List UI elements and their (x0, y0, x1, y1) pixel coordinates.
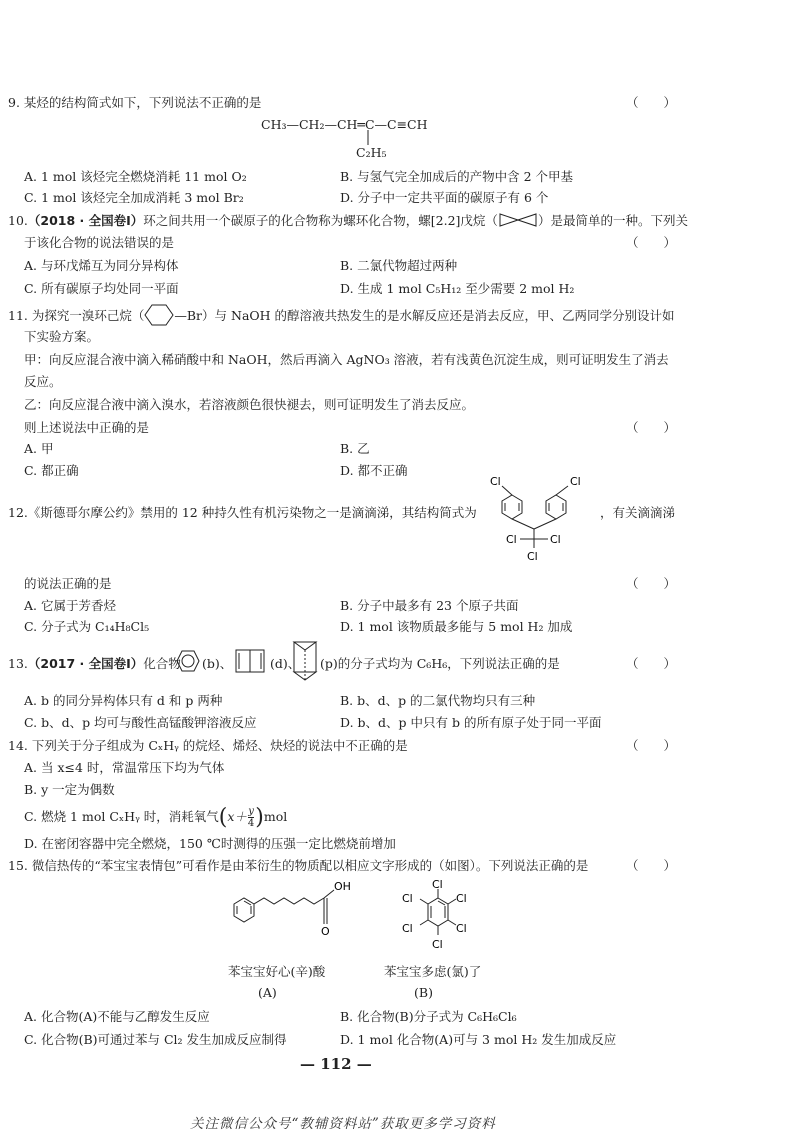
ddt-cl-2: Cl (570, 475, 581, 488)
compound-a-o: O (321, 925, 330, 938)
q12-stem-b: ，有关滴滴涕 (600, 505, 676, 520)
q9-stem: 9. 某烃的结构简式如下，下列说法不正确的是 (8, 95, 262, 110)
q9-branch-bond (363, 130, 373, 146)
q13-label-b: (b)、 (202, 656, 233, 671)
q13-label-p: (p) (320, 656, 338, 671)
q9-option-b: B. 与氢气完全加成后的产物中含 2 个甲基 (340, 169, 574, 184)
q13-option-b: B. b、d、p 的二氯代物均只有三种 (340, 693, 536, 708)
q15-option-c: C. 化合物(B)可通过苯与 Cl₂ 发生加成反应制得 (24, 1032, 287, 1047)
q11-jia-2: 反应。 (24, 374, 62, 389)
q11-stem (8, 304, 675, 326)
ddt-cl-5: Cl (527, 550, 538, 563)
q13-stem-b: 的分子式均为 C₆H₆，下列说法正确的是 (337, 656, 560, 671)
q14-c-denominator: 4 (247, 818, 255, 829)
q13-option-a: A. b 的同分异构体只有 d 和 p 两种 (24, 693, 223, 708)
q11-jia-1: 甲：向反应混合液中滴入稀硝酸中和 NaOH，然后再滴入 AgNO₃ 溶液，若有浅黄色沉淀生成，则可证明发生了消去 (24, 352, 669, 367)
q11-answer-paren: （ ） (626, 420, 677, 435)
q13-stem-a: 化合物 (143, 656, 181, 671)
q15-option-d: D. 1 mol 化合物(A)可与 3 mol H₂ 发生加成反应 (340, 1032, 617, 1047)
q11-option-b: B. 乙 (340, 441, 370, 456)
q14-c-pre: C. 燃烧 1 mol CₓHᵧ 时，消耗氧气 (24, 809, 219, 824)
q15-option-a: A. 化合物(A)不能与乙醇发生反应 (24, 1009, 210, 1024)
page-number: — 112 — (300, 1055, 372, 1073)
q9-option-d: D. 分子中一定共平面的碳原子有 6 个 (340, 190, 549, 205)
q12-option-c: C. 分子式为 C₁₄H₈Cl₅ (24, 619, 150, 634)
q14-option-b: B. y 一定为偶数 (24, 782, 115, 797)
q11-br: —Br (174, 308, 203, 323)
q12-option-a: A. 它属于芳香烃 (24, 598, 116, 613)
q10-option-d: D. 生成 1 mol C₅H₁₂ 至少需要 2 mol H₂ (340, 281, 575, 296)
q9-formula (261, 117, 428, 132)
q11-option-a: A. 甲 (24, 441, 54, 456)
q14-stem: 14. 下列关于分子组成为 CₓHᵧ 的烷烃、烯烃、炔烃的说法中不正确的是 (8, 738, 408, 753)
q15-caption-a: 苯宝宝好心(辛)酸 (228, 964, 326, 979)
q12-answer-paren: （ ） (626, 576, 677, 591)
q13-answer-paren: （ ） (626, 656, 677, 671)
ddt-structure (472, 475, 598, 575)
q14-c-x: x＋ (227, 809, 247, 824)
q10-tag: （2018 · 全国卷Ⅰ） (27, 213, 144, 228)
q10-stem-b: ）是最简单的一种。下列关 (537, 213, 688, 228)
q13-tag: （2017 · 全国卷Ⅰ） (27, 656, 144, 671)
q9-answer-paren: （ ） (626, 95, 677, 110)
q15-caption-b: 苯宝宝多虑(氯)了 (384, 964, 482, 979)
q14-option-a: A. 当 x≤4 时，常温常压下均为气体 (24, 760, 225, 775)
q15-answer-paren: （ ） (626, 858, 677, 873)
q12-stem-line2: 的说法正确的是 (24, 576, 112, 591)
compound-b-cl-5: Cl (402, 892, 413, 905)
cyclohexane-ring (144, 304, 174, 326)
ddt-cl-4: Cl (550, 533, 561, 546)
q9-option-c: C. 1 mol 该烃完全加成消耗 3 mol Br₂ (24, 190, 244, 205)
q14-option-d: D. 在密闭容器中完全燃烧，150 ℃时测得的压强一定比燃烧前增加 (24, 836, 396, 851)
compound-a-structure (222, 878, 362, 938)
q10-stem-line2: 于该化合物的说法错误的是 (24, 235, 175, 250)
q11-option-c: C. 都正确 (24, 463, 79, 478)
compound-b-cl-2: Cl (432, 938, 443, 951)
q14-option-c: C. 燃烧 1 mol CₓHᵧ 时，消耗氧气(x＋ $\frac{y}{4}$ )mol (24, 805, 288, 830)
q11-yi: 乙：向反应混合液中滴入溴水，若溶液颜色很快褪去，则可证明发生了消去反应。 (24, 397, 475, 412)
q13-number: 13. (8, 656, 28, 671)
q11-option-d: D. 都不正确 (340, 463, 408, 478)
ddt-cl-3: Cl (506, 533, 517, 546)
q10-option-a: A. 与环戊烯互为同分异构体 (24, 258, 179, 273)
q9-formula-main: CH₃—CH₂—CH═C—C≡CH (261, 117, 428, 132)
q10-stem (8, 211, 688, 229)
compound-b-cl-4: Cl (456, 922, 467, 935)
q11-stem-a: 11. 为探究一溴环己烷（ (8, 308, 145, 323)
q12-option-d: D. 1 mol 该物质最多能与 5 mol H₂ 加成 (340, 619, 573, 634)
compound-b-cl-1: Cl (432, 878, 443, 891)
q14-c-post: mol (263, 809, 288, 824)
q13-stem (8, 654, 181, 672)
compound-a-oh: OH (334, 880, 351, 893)
q13-option-c: C. b、d、p 均可与酸性高锰酸钾溶液反应 (24, 715, 257, 730)
spiropentane-structure (498, 212, 538, 228)
compound-b-cl-3: Cl (456, 892, 467, 905)
q9-formula-branch: C₂H₅ (356, 145, 387, 160)
q15-label-a: (A) (258, 985, 277, 1000)
q12-stem-a: 12.《斯德哥尔摩公约》禁用的 12 种持久性有机污染物之一是滴滴涕，其结构简式为 (8, 505, 477, 520)
q15-stem: 15. 微信热传的“苯宝宝表情包”可看作是由苯衍生的物质配以相应文字形成的（如图）。下列说法正确的是 (8, 858, 589, 873)
prismane-p-structure (290, 636, 320, 682)
compound-b-cl-6: Cl (402, 922, 413, 935)
q10-answer-paren: （ ） (626, 235, 677, 250)
q13-option-d: D. b、d、p 中只有 b 的所有原子处于同一平面 (340, 715, 602, 730)
q10-option-c: C. 所有碳原子均处同一平面 (24, 281, 179, 296)
q13-label-p-and-stem (320, 654, 560, 672)
q15-option-b: B. 化合物(B)分子式为 C₆H₆Cl₆ (340, 1009, 517, 1024)
q14-answer-paren: （ ） (626, 738, 677, 753)
compound-b-structure (398, 876, 478, 956)
q15-label-b: (B) (414, 985, 433, 1000)
q9-option-a: A. 1 mol 该烃完全燃烧消耗 11 mol O₂ (24, 169, 247, 184)
q14-c-numerator: y (248, 806, 254, 817)
ddt-cl-1: Cl (490, 475, 501, 488)
footer-promo-text: 关注微信公众号“教辅资料站”获取更多学习资料 (190, 1116, 496, 1132)
q10-stem-a: 环之间共用一个碳原子的化合物称为螺环化合物，螺[2.2]戊烷（ (143, 213, 498, 228)
benzene-b-structure (176, 650, 200, 672)
q12-option-b: B. 分子中最多有 23 个原子共面 (340, 598, 519, 613)
dewar-benzene-d-structure (232, 646, 268, 676)
q10-option-b: B. 二氯代物超过两种 (340, 258, 458, 273)
q11-question: 则上述说法中正确的是 (24, 420, 150, 435)
q11-stem-line2: 下实验方案。 (24, 329, 100, 344)
q10-number: 10. (8, 213, 28, 228)
q11-stem-b: ）与 NaOH 的醇溶液共热发生的是水解反应还是消去反应，甲、乙两同学分别设计如 (202, 308, 675, 323)
q13-label-d: (d)、 (270, 656, 301, 671)
